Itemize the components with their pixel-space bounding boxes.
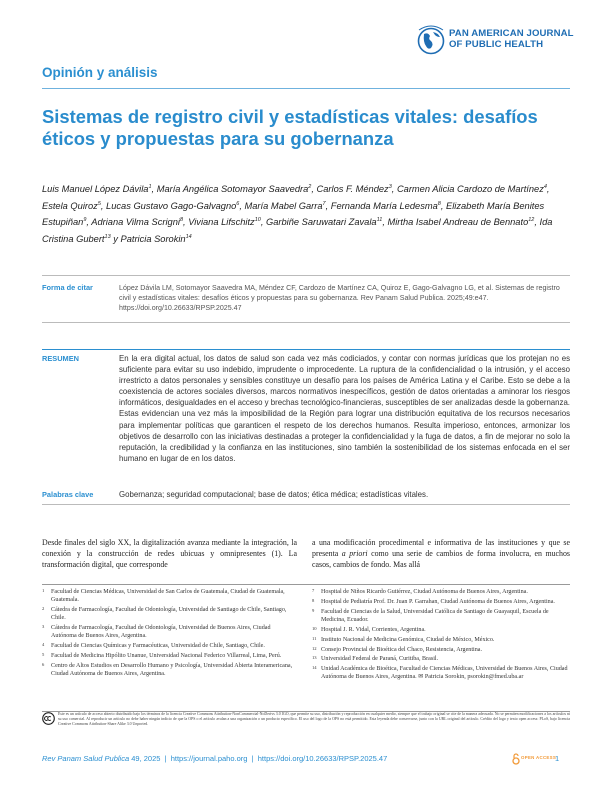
author-separator: ,	[440, 200, 446, 211]
footnote-number: 3	[42, 623, 45, 629]
footer-citation	[42, 754, 387, 763]
author-affiliation-sup: 11	[376, 217, 383, 224]
author-affiliation-sup: 10	[254, 217, 261, 224]
author-name: Elizabeth María Benites Estupiñan	[42, 200, 545, 228]
author-affiliation-sup: 12	[528, 217, 535, 224]
body-right-part-2: como una serie de cambios de forma involucra, en muchos casos, cambios de fondo. Mas allá	[312, 549, 570, 569]
cite-label: Forma de citar	[42, 283, 93, 292]
author-separator: ,	[239, 200, 245, 211]
footnote-number: 5	[42, 651, 45, 657]
footnote-text: Facultad de Ciencias Químicas y Farmacéuticas, Universidad de Chile, Santiago, Chile.	[51, 642, 265, 649]
author-name: Mirtha Isabel Andreau de Bennato	[387, 217, 529, 228]
author-affiliation-sup: 13	[104, 234, 111, 241]
body-right-emphasis: a priori	[341, 549, 368, 558]
globe-logo-icon	[416, 24, 446, 58]
author-separator: ,	[183, 217, 189, 228]
section-divider	[42, 88, 570, 89]
author-name: Luis Manuel López Dávila	[42, 184, 149, 195]
footnote-number: 8	[312, 597, 315, 603]
abstract-label: RESUMEN	[42, 354, 79, 363]
keywords-text: Gobernanza; seguridad computacional; base de datos; ética médica; estadísticas vitales.	[119, 490, 429, 499]
open-access-badge	[512, 752, 557, 764]
author-affiliation-sup: 1	[148, 184, 152, 190]
footnote-item	[42, 588, 297, 604]
author-affiliation-sup: 5	[97, 200, 101, 207]
footnote-item	[42, 652, 297, 660]
footnote-number: 1	[42, 588, 45, 593]
footnote-text: Facultad de Ciencias Médicas, Universidad de San Carlos de Guatemala, Ciudad de Guatemala, Guatemala.	[51, 589, 285, 604]
article-title: Sistemas de registro civil y estadísticas vitales: desafíos éticos y propuestas para su gobernanza	[42, 106, 538, 149]
author-affiliation-sup: 6	[236, 200, 240, 207]
author-name: Lucas Gustavo Gago-Galvagno	[106, 200, 237, 211]
footnotes-right	[312, 588, 570, 683]
abstract-text: En la era digital actual, los datos de salud son cada vez más codiciados, y contar con normas jurídicas que los protejan no es suficiente para evitar su uso indebido, imprudente o improcedente. La ruptura de la confidencialidad o la intrusión, y el acceso irrestricto a datos personales y sensibles constituye un desafío para los países de América Latina y el Caribe. Esto se debe a la coexistencia de actores sociales diversos, marcos normativos inespecíficos, gestión de datos orientadas a aminorar los riesgos informáticos, desigualdades en el acceso y brechas tecnológico-financieras, susceptibles de ser analizadas desde la gobernanza. Estas evidencian una vez más la imposibilidad de la Región para lograr una distribución equitativa de los recursos necesarios para implementar políticas que garanticen el respeto de los derechos humanos. Resulta imperioso, entonces, armonizar los objetivos de desarrollo con las iniciativas destinadas a proteger la confidencialidad y la fuga de datos, a fin de mejorar no solo la reputación, la credibilidad y la confianza en las instituciones, sino también la sostenibilidad de los sistemas enfocada en el ser humano en lugar de en los datos.	[119, 354, 570, 463]
footnote-item	[42, 624, 297, 640]
footer-journal: Rev Panam Salud Publica	[42, 754, 130, 763]
author-separator: ,	[260, 217, 266, 228]
footnote-number: 7	[312, 588, 315, 593]
footnote-text: Instituto Nacional de Medicina Genómica, Ciudad de México, México.	[321, 636, 495, 643]
author-name: Carlos F. Méndez	[316, 184, 389, 195]
author-name: Patricia Sorokin	[120, 234, 186, 245]
author-name: Carmen Alicia Cardozo de Martínez	[396, 184, 544, 195]
logo-line-1: PAN AMERICAN JOURNAL	[449, 28, 574, 39]
open-access-label: OPEN ACCESS	[521, 755, 557, 760]
body-text-right	[312, 537, 570, 570]
footnote-number: 14	[312, 665, 317, 671]
footnote-divider	[42, 584, 570, 585]
author-separator: ,	[311, 184, 317, 195]
author-separator: ,	[86, 217, 92, 228]
author-affiliation-sup: 14	[185, 234, 192, 241]
body-right-part-1: a una modificación procedimental e informativa de las instituciones y que se presenta	[312, 538, 570, 558]
footnote-text: Consejo Provincial de Bioética del Chaco, Resistencia, Argentina.	[321, 646, 482, 653]
footnote-text: Facultad de Ciencias de la Salud, Universidad Católica de Santiago de Guayaquil, Escuela de Medicina, Ecuador.	[321, 608, 549, 623]
author-separator: ,	[546, 184, 550, 195]
footnote-item	[312, 646, 570, 654]
footnote-number: 4	[42, 641, 45, 647]
footnote-item	[312, 665, 570, 681]
footnote-item	[312, 626, 570, 634]
author-name: Viviana Lifschitz	[188, 217, 255, 228]
footer-separator-1: |	[160, 754, 171, 763]
footer-separator-2: |	[247, 754, 258, 763]
footnote-item	[312, 588, 570, 596]
abstract-divider	[42, 349, 570, 350]
footnote-text: Cátedra de Farmacología, Facultad de Odontología, Universidad de Santiago de Chile, Santiago, Chile.	[51, 606, 287, 622]
author-affiliation-sup: 2	[308, 184, 312, 190]
author-affiliation-sup: 8	[179, 217, 184, 224]
journal-logo	[416, 24, 574, 66]
section-label: Opinión y análisis	[42, 65, 158, 80]
author-name: Fernanda María Ledesma	[330, 200, 438, 211]
logo-line-2: OF PUBLIC HEALTH	[449, 39, 544, 50]
footnote-item	[42, 662, 297, 678]
footnote-number: 11	[312, 635, 317, 641]
author-separator: ,	[534, 217, 540, 228]
cite-divider-top	[42, 275, 570, 276]
author-name: María Mabel Garra	[244, 200, 323, 211]
keywords-label: Palabras clave	[42, 490, 94, 499]
author-name: María Angélica Sotomayor Saavedra	[156, 184, 309, 195]
footnote-text: Facultad de Medicina Hipólito Unanue, Universidad Nacional Federico Villarreal, Lima, Perú.	[51, 652, 282, 659]
author-list	[42, 180, 570, 247]
footnote-item	[42, 642, 297, 650]
open-lock-icon	[512, 753, 520, 765]
footer-journal-link[interactable]: https://journal.paho.org	[170, 754, 248, 763]
footnote-text: Hospital de Niños Ricardo Gutiérrez, Ciudad Autónoma de Buenos Aires, Argentina.	[321, 589, 528, 595]
footnotes-left	[42, 588, 297, 680]
author-affiliation-sup: 7	[322, 200, 326, 207]
footnote-text: Cátedra de Farmacología, Facultad de Odontología, Universidad de Buenos Aires, Ciudad Autónoma de Buenos Aires, Argentina.	[51, 624, 271, 640]
footer-doi-link[interactable]: https://doi.org/10.26633/RPSP.2025.47	[257, 754, 388, 763]
cite-text: López Dávila LM, Sotomayor Saavedra MA, Méndez CF, Cardozo de Martínez CA, Quiroz E, Gago-Galvagno LG, et al. Sistemas de registro civil y estadísticas vitales: desafíos éticos y propuestas para su gobernanza. Rev Panam Salud Publica. 2025;49:e47. https://doi.org/10.26633/RPSP.2025.47	[119, 284, 560, 313]
footnote-item	[312, 608, 570, 624]
author-name: Ida Cristina Gubert	[42, 217, 553, 245]
footnote-text: Unidad Académica de Bioética, Facultad de Ciencias Médicas, Universidad de Buenos Aires, Ciudad Autónoma de Buenos Aires, Argentina. ✉ Patricia Sorokin, psorokin@fmed.uba.ar	[321, 666, 568, 681]
footnote-text: Universidad Federal de Paraná, Curitiba, Brasil.	[321, 656, 439, 663]
page-number: 1	[555, 754, 560, 763]
author-name: Estela Quiroz	[42, 200, 98, 211]
footnote-item	[312, 655, 570, 663]
author-separator: ,	[100, 200, 107, 211]
author-affiliation-sup: 8	[437, 200, 441, 207]
footnote-item	[312, 636, 570, 644]
footnote-number: 9	[312, 607, 315, 613]
footnote-text: Hospital de Pediatría Prof. Dr. Juan P. Garrahan, Ciudad Autónoma de Buenos Aires, Argentina.	[321, 598, 555, 605]
footnote-item	[312, 598, 570, 606]
footer-volume: 49, 2025	[129, 754, 161, 763]
license-text: Este es un artículo de acceso abierto distribuido bajo los términos de la licencia Creative Commons Attribution-NonCommercial-NoDerivs 3.0 IGO, que permite su uso, distribución y reproducción en cualquier medio, siempre que el trabajo original se cite de la manera adecuada. No se permiten modificaciones a los artículos ni su uso comercial. Al reproducir un artículo no debe haber ningún indicio de que la OPS o el artículo avalan a una organización o un producto específico. El uso del logo de la OPS no está permitido. Esta leyenda debe conservarse, junto con la URL original del artículo. Crédito del logo y texto open access: PLoS, bajo licencia Creative Commons Attribution-Share Alike 3.0 Unported.	[58, 712, 570, 727]
author-separator: ,	[391, 184, 397, 195]
author-separator: ,	[151, 184, 157, 195]
footnote-number: 2	[42, 605, 45, 611]
keywords-divider	[42, 504, 570, 505]
author-separator: ,	[382, 217, 388, 228]
author-separator: ,	[325, 200, 331, 211]
body-text-left: Desde finales del siglo XX, la digitalización avanza mediante la integración, la conexión y la construcción de redes ubicuas y omnipresentes (1). La transformación digital, que corresponde	[42, 538, 297, 569]
author-affiliation-sup: 3	[388, 184, 392, 190]
footnote-number: 12	[312, 645, 317, 651]
author-conjunction: y	[113, 234, 118, 245]
author-affiliation-sup: 9	[83, 217, 87, 224]
footnote-text: Centro de Altos Estudios en Desarrollo Humano y Psicología, Universidad Abierta Interamericana, Ciudad Autónoma de Buenos Aires, Argentina.	[51, 662, 293, 677]
footnote-item	[42, 606, 297, 622]
author-name: Garbiñe Saruwatari Zavala	[266, 217, 377, 228]
author-name: Adriana Vilma Scrigni	[91, 217, 180, 228]
author-affiliation-sup: 4	[543, 184, 547, 190]
footnote-text: Hospital J. R. Vidal, Corrientes, Argentina.	[321, 626, 426, 633]
footnote-number: 6	[42, 661, 45, 667]
cite-divider-bottom	[42, 322, 570, 323]
creative-commons-icon	[42, 712, 56, 726]
footnote-number: 10	[312, 625, 317, 631]
footnote-number: 13	[312, 655, 317, 661]
